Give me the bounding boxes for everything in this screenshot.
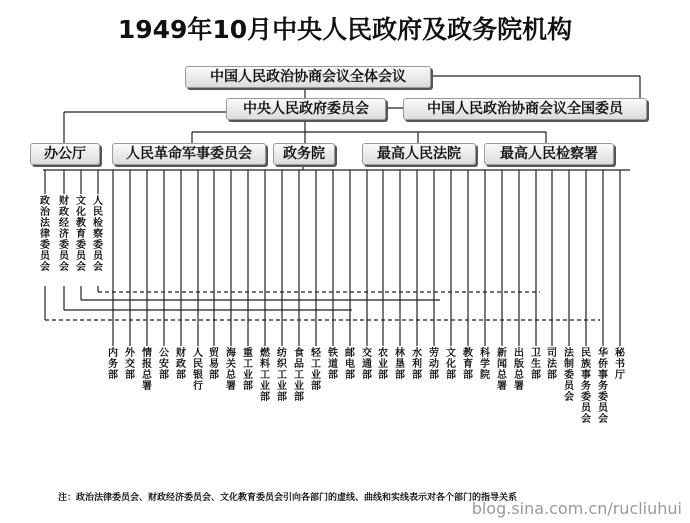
box-government-admin: 政务院: [273, 143, 335, 165]
committee-label: 财政经济委员会: [59, 196, 69, 273]
ministry-label: 纺织工业部: [277, 348, 287, 403]
ministry-label: 文化部: [446, 348, 456, 381]
ministry-label: 民族事务委员会: [581, 348, 591, 425]
committee-label: 文化教育委员会: [76, 196, 86, 273]
ministry-label: 轻工业部: [311, 348, 321, 392]
ministry-label: 食品工业部: [294, 348, 304, 403]
ministry-label: 情报总署: [142, 348, 152, 392]
box-military-council: 人民革命军事委员会: [112, 143, 266, 165]
ministry-label: 新闻总署: [497, 348, 507, 392]
ministry-label: 水利部: [412, 348, 422, 381]
ministry-label: 科学院: [480, 348, 490, 381]
ministry-label: 海关总署: [226, 348, 236, 392]
ministry-label: 卫生部: [531, 348, 541, 381]
committee-label: 政治法律委员会: [40, 196, 50, 273]
box-central-gov-council: 中央人民政府委员会: [226, 98, 386, 120]
committee-label: 人民检察委员会: [93, 196, 103, 273]
ministry-label: 内务部: [108, 348, 118, 381]
ministry-label: 林垦部: [395, 348, 405, 381]
ministry-label: 邮电部: [345, 348, 355, 381]
ministry-label: 贸易部: [209, 348, 219, 381]
box-general-office: 办公厅: [30, 143, 100, 165]
ministry-label: 华侨事务委员会: [598, 348, 608, 425]
ministry-label: 人民银行: [193, 348, 203, 392]
ministry-label: 交通部: [362, 348, 372, 381]
ministry-label: 燃料工业部: [260, 348, 270, 403]
ministry-label: 铁道部: [328, 348, 338, 381]
watermark: blog.sina.com.cn/rucliuhui: [471, 499, 682, 518]
ministry-label: 外交部: [125, 348, 135, 381]
ministry-label: 法制委员会: [564, 348, 574, 403]
ministry-label: 出版总署: [514, 348, 524, 392]
ministry-label: 秘书厅: [615, 348, 625, 381]
ministry-label: 重工业部: [243, 348, 253, 392]
ministry-label: 劳动部: [429, 348, 439, 381]
ministry-label: 农业部: [378, 348, 388, 381]
ministry-label: 教育部: [463, 348, 473, 381]
box-cppcc-plenary: 中国人民政治协商会议全体会议: [185, 66, 431, 88]
box-cppcc-national: 中国人民政治协商会议全国委员: [403, 98, 647, 120]
box-supreme-court: 最高人民法院: [362, 143, 476, 165]
footnote: 注：政治法律委员会、财政经济委员会、文化教育委员会引向各部门的虚线、曲线和实线表示对各个部门的指导关系: [58, 493, 518, 503]
ministry-label: 司法部: [547, 348, 557, 381]
chart-title: 1949年10月中央人民政府及政务院机构: [117, 15, 573, 44]
ministry-label: 财政部: [176, 348, 186, 381]
ministry-label: 公安部: [159, 348, 169, 381]
box-supreme-procuratorate: 最高人民检察署: [484, 143, 614, 165]
